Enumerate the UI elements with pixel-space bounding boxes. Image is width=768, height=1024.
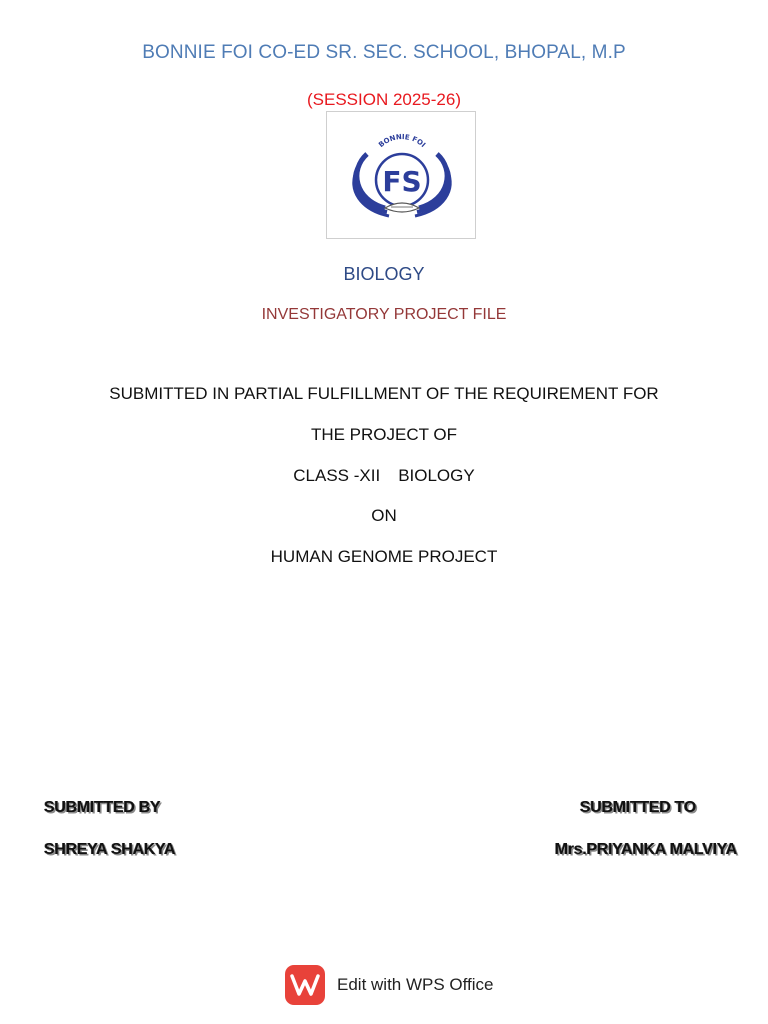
body-line-3 [0, 466, 768, 486]
project-topic: HUMAN GENOME PROJECT [270, 547, 498, 566]
body-line-1: SUBMITTED IN PARTIAL FULFILLMENT OF THE REQUIREMENT FOR [109, 384, 659, 403]
subject-title: BIOLOGY [343, 264, 425, 284]
wps-edit-button[interactable] [285, 964, 494, 1006]
wps-office-icon [285, 965, 325, 1005]
submitted-by-label: SUBMITTED BY [44, 799, 161, 816]
class-subject: BIOLOGY [398, 466, 475, 485]
submitted-by-name: SHREYA SHAKYA [44, 841, 176, 858]
school-logo [326, 111, 476, 239]
wps-edit-label: Edit with WPS Office [337, 975, 494, 994]
svg-text:BONNIE FOI: BONNIE FOI [377, 132, 427, 150]
submitted-to-label: SUBMITTED TO [579, 799, 696, 816]
body-line-4: ON [371, 506, 397, 525]
svg-text:FS: FS [382, 165, 422, 198]
submitted-to-name: Mrs.PRIYANKA MALVIYA [554, 841, 737, 858]
body-line-2: THE PROJECT OF [310, 425, 458, 444]
class-label: CLASS -XII [293, 466, 381, 485]
school-logo-icon [327, 112, 477, 240]
session-label: (SESSION 2025-26) [306, 90, 461, 109]
school-name: BONNIE FOI CO-ED SR. SEC. SCHOOL, BHOPAL, M.P [142, 42, 626, 63]
project-file-title: INVESTIGATORY PROJECT FILE [261, 306, 507, 323]
